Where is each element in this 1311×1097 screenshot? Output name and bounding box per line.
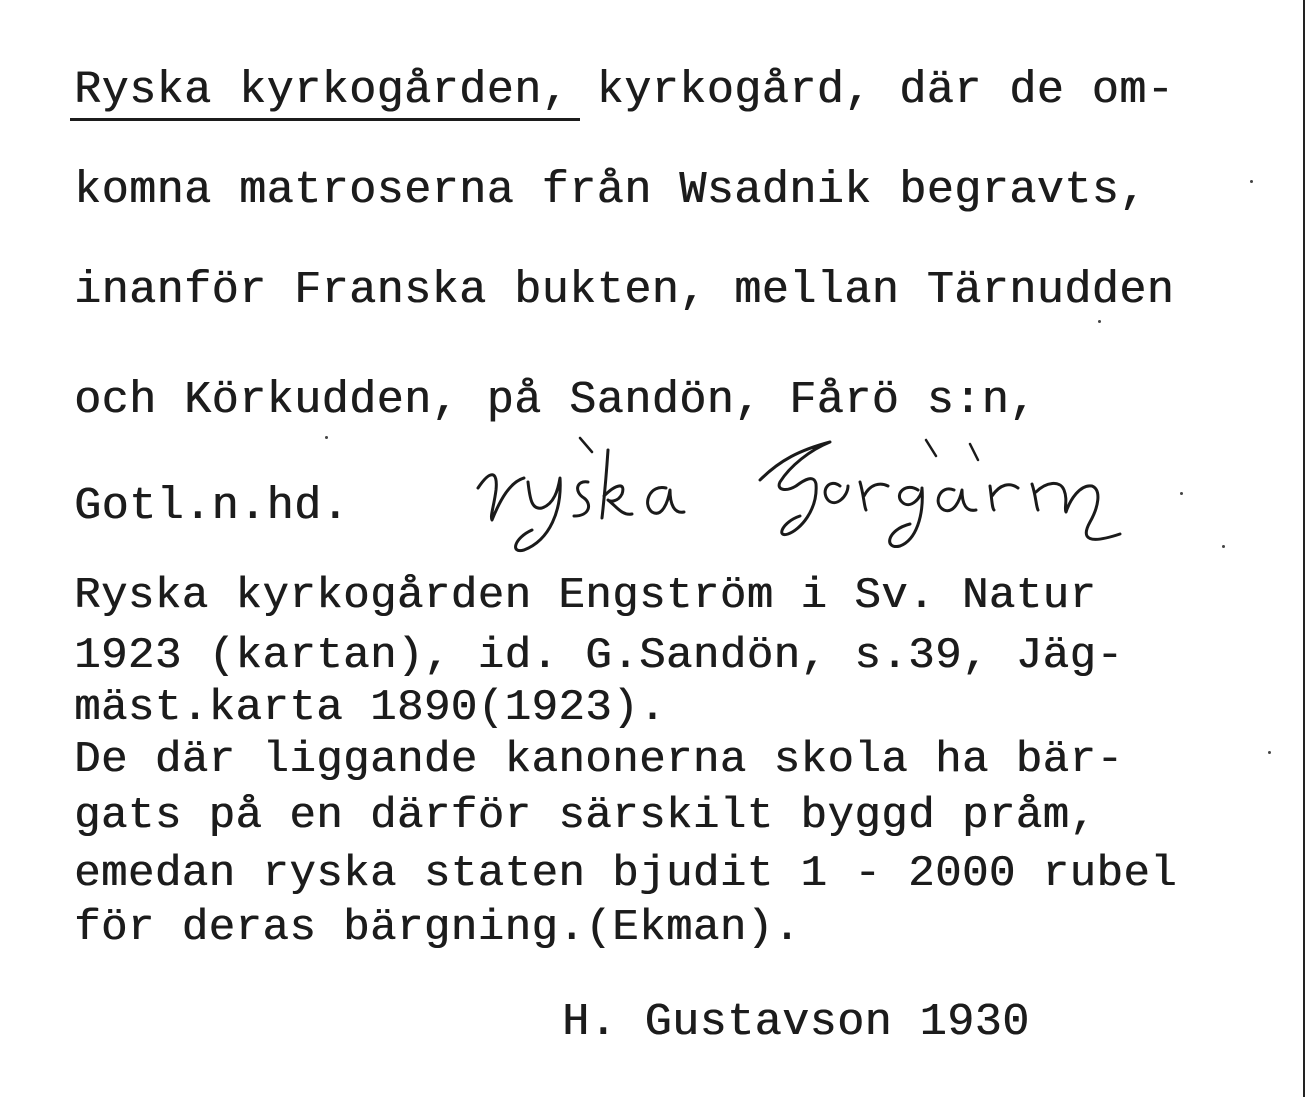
text-line-5: Gotl.n.hd. [74, 481, 350, 532]
text-line-6: Ryska kyrkogården Engström i Sv. Natur [74, 571, 1097, 621]
text-line-11: emedan ryska staten bjudit 1 - 2000 rubel [74, 849, 1178, 899]
handwritten-note [470, 430, 1190, 560]
speck [1180, 492, 1183, 495]
text-line-3: inanför Franska bukten, mellan Tärnudden [74, 265, 1175, 316]
speck [1250, 180, 1253, 183]
signature: H. Gustavson 1930 [562, 997, 1030, 1048]
text-line-2: komna matroserna från Wsadnik begravts, [74, 165, 1147, 216]
speck [325, 436, 328, 439]
text-line-12: för deras bärgning.(Ekman). [74, 903, 801, 953]
text-line-9: De där liggande kanonerna skola ha bär- [74, 735, 1124, 785]
headword-underline [70, 118, 580, 121]
speck [1268, 751, 1271, 754]
text-line-1 [74, 65, 1175, 116]
line1-rest: , kyrkogård, där de om- [541, 65, 1175, 116]
text-line-8: mäst.karta 1890(1923). [74, 683, 666, 733]
card-edge [1303, 0, 1305, 1097]
speck [1098, 320, 1101, 323]
speck [1222, 545, 1225, 548]
text-line-10: gats på en därför särskilt byggd pråm, [74, 791, 1097, 841]
text-line-7: 1923 (kartan), id. G.Sandön, s.39, Jäg- [74, 631, 1124, 681]
text-line-4: och Körkudden, på Sandön, Fårö s:n, [74, 375, 1037, 426]
headword: Ryska kyrkogården [74, 65, 542, 116]
